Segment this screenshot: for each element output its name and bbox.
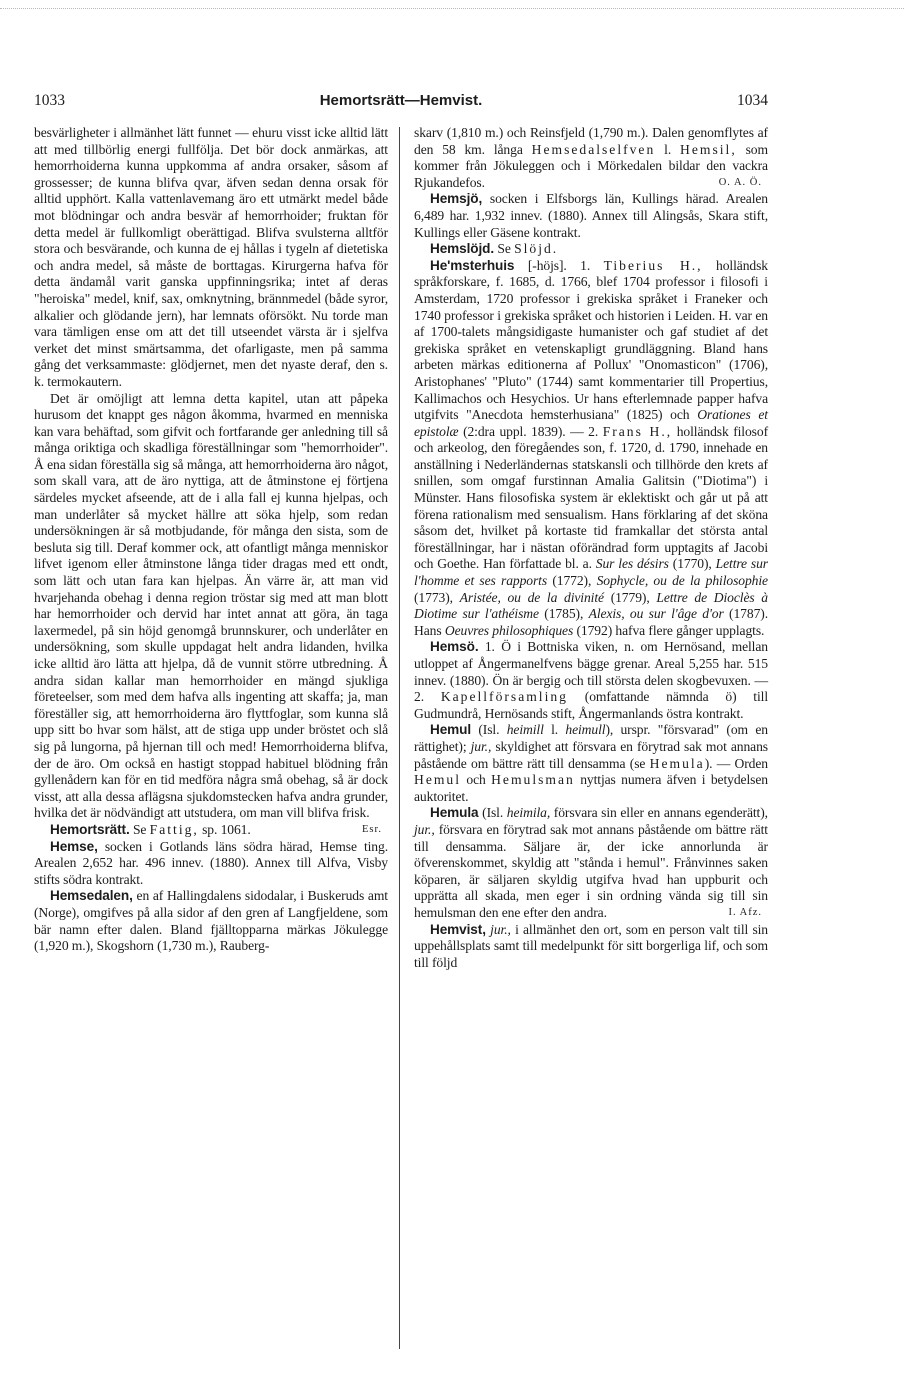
spaced-term: Frans H., <box>602 423 673 439</box>
headword: He'msterhuis <box>430 257 515 273</box>
entry-text: (2:dra uppl. 1839). — 2. <box>463 423 599 439</box>
headword: Hemula <box>430 805 479 821</box>
headword: Hemsedalen, <box>50 888 133 904</box>
entry-text: (1792) hafva flere gånger upplagts. <box>576 622 765 638</box>
headword: Hemvist, <box>430 921 486 937</box>
entry-hemvist <box>414 922 768 972</box>
entry-text: skarv (1,810 m.) och Reinsfjeld (1,790 m.). Dalen genomflytes af den 58 km. långa <box>414 125 768 157</box>
entry-hemso <box>414 639 768 722</box>
italic-term: heimila, <box>506 805 551 821</box>
italic-title: Alexis, ou sur l'âge d'or <box>588 606 724 622</box>
entry-hemortsratt <box>34 822 388 839</box>
spaced-term: Hemsedalselfven <box>531 141 656 157</box>
entry-text: (omfattande nämnda ö) till Gudmundrå, Hernösands stift, Ångermanlands östra kontrakt. <box>414 689 768 721</box>
left-column <box>34 125 388 955</box>
entry-text: (1772), <box>552 573 592 589</box>
italic-title: Orationes et epistolæ <box>414 407 768 439</box>
spaced-term: Hemulsman <box>491 772 575 788</box>
headword: Hemul <box>430 722 472 738</box>
entry-text: holländsk språkforskare, f. 1685, d. 1766, blef 1704 professor i filosofi i Amsterdam, 1720 professor i grekiska språket i Franeker och 1740 professor i grekiska språket och historien i Leiden. H. var en af 1700-talets mångsidigaste humanister och gaf studiet af det grekiska språket en vetenskapligt grundläggning. Bland hans arbeten märkas editionerna af Pollux' "Onomasticon" (1706), Aristophanes' "Pluto" (1744) samt kommentarier till Propertius, Kallimachos och Hesychios. Ur hans efterlemnade papper hafva utgifvits "Anecdota hemsterhusiana" (1825) och <box>414 257 768 423</box>
entry-text: skyldighet att försvara en förytrad sak mot annans påstående om bättre rätt till densamma (se <box>414 738 768 771</box>
headword: Hemse, <box>50 838 98 854</box>
entry-hemse <box>34 839 388 889</box>
entry-text: (1770), <box>672 556 712 572</box>
italic-term: jur., <box>490 921 511 937</box>
scan-edge-rule <box>0 8 904 9</box>
cross-reference: Slöjd. <box>514 241 559 257</box>
headword: Hemortsrätt. <box>50 821 130 837</box>
page-number-right: 1034 <box>737 92 768 109</box>
paragraph-text: Det är omöjligt att lemna detta kapitel, utan att påpeka hurusom det knappt ges någon åkomma, hvarmed en menniska kan vara behäftad, som gifvit och fortfarande ger anledning till så många oriktiga och skadliga föreställningar som "hemorrhoider". Å ena sidan föreställa sig så många, att hemorrhoiderna äro något, som skall vara, att de äro nyttiga, att de åtminstone ej förtjena särdeles mycket afseende, att de i alla fall ej kunna hjelpas, och man underlåter så mycket hällre att söka hjelp, som redan undersökningen är så motbjudande, för många den sista, som de besluta sig till. Deraf kommer ock, att ofantligt många menniskor lifvet igenom eller åtminstone långa tider dragas med ett ondt, som lätt och utan fara kan hjelpas. Än värre är, att man vid hvarjehanda obehag i denna region tröstar sig med att man blott har hemorrhoider och dervid har intet annat att göra, än taga laxermedel, på sin höjd genomgå brunnskurer, och underlåter en undersökning, som skulle uppdagat helt andra lidanden, hvilka icke alltid äro lätta att hjelpa, då de vunnit större utbredning. Å andra sidan kallar man hemorrhoider en mängd sjukliga företeelser, som med dem hafva alls ingenting att skaffa; ja, man föreställer sig, att hemorrhoiderna äro flyttfoglar, som kunna slå upp sitt bo hvar som hälst, att de stiga upp under bröstet och slå sig på lungorna, på hjernan till och med! Hemorrhoiderna blifva, der de äro. Om också en hastigt stoppad habituel blödning från gyllenådern kan för en tid medföra några små obehag, så är dock visst, att alla dessa aflägsna sjukdomstecken hafva andra grunder, hvilka det är nödvändigt att utstudera, om man vill blifva frisk. <box>34 390 388 821</box>
author-signature: O. A. Ö. <box>718 176 762 188</box>
entry-text: (1787). Hans <box>414 606 768 638</box>
spaced-term: Tiberius H., <box>603 257 703 273</box>
headword: Hemsö. <box>430 639 479 655</box>
entry-text: Se <box>132 821 147 837</box>
spaced-term: Hemul <box>414 772 461 788</box>
spaced-term: Hemsil, <box>680 141 737 157</box>
entry-text: ), urspr. "försvarad" (om en rättighet); <box>414 722 768 754</box>
entry-text: försvara sin eller en annans egenderätt), <box>553 805 768 821</box>
column-divider <box>399 127 400 1349</box>
entry-text: en af Hallingdalens sidodalar, i Buskeruds amt (Norge), omgifves på alla sidor af den gren af Langfjeldene, som bär namn efter dalen. Bland fjälltopparna märkas Jökulegge (1,920 m.), Skogshorn (1,730 m.), Rauberg- <box>34 888 388 954</box>
entry-text: l. <box>551 722 559 738</box>
entry-text: (Isl. <box>478 722 500 738</box>
header-title: Hemortsrätt—Hemvist. <box>319 92 483 109</box>
entry-text: 1. Ö i Bottniska viken, n. om Hernösand, mellan utloppet af Ångermanelfvens bägge grenar. Areal 5,255 har. 515 innev. (1880). Ön är bergig och till största delen skogbevuxen. — 2. <box>414 639 768 705</box>
entry-text: nyttjas numera äfven i betydelsen auktoritet. <box>414 772 768 804</box>
entry-text: socken i Gotlands läns södra härad, Hemse ting. Arealen 2,652 har. 496 innev. (1880). Annex till Alfva, Visby stifts södra kontrakt. <box>34 838 388 887</box>
entry-text: ). — Orden <box>704 755 768 771</box>
entry-text: (Isl. <box>482 805 504 821</box>
entry-text: socken i Elfsborgs län, Kullings härad. Arealen 6,489 har. 1,932 innev. (1880). Annex till Alingsås, Skara stift, Kullings eller Gäsene kontrakt. <box>414 191 768 240</box>
entry-hemula <box>414 805 768 921</box>
entry-text: [-höjs]. 1. <box>527 257 591 273</box>
italic-term: jur., <box>470 738 492 754</box>
entry-text: i allmänhet den ort, som en person valt till sin uppehållsplats samt till medelpunkt för sitt borgerliga lif, och som till följd <box>414 921 769 970</box>
cross-reference: Fattig, <box>149 821 199 837</box>
italic-title: Sur les désirs <box>595 556 669 572</box>
entry-text: Se <box>497 241 511 257</box>
entry-text: försvara en förytrad sak mot annans påstående om bättre rätt till densamma. Säljare är, der icke annorlunda är öfverenskommet, skyldig att "stånda i hemul". Frånvinnes saken köparen, är säljaren skyldig utgifva hvad han uppburit och upprätta all skada, men eger i sin ordning vända sig till sin hemulsman den ene efter den andra. <box>414 821 768 920</box>
headword: Hemslöjd. <box>430 241 495 257</box>
entry-text: (1779), <box>610 589 650 605</box>
running-header <box>34 92 768 114</box>
italic-title: Sophycle, ou de la philosophie <box>596 573 768 589</box>
entry-hemul <box>414 722 768 805</box>
paragraph: besvärligheter i allmänhet lätt funnet — ehuru visst icke alltid lätt att med tillbörlig energi fullfölja. Det bör dock anmärkas, att hemorrhoiderna kunna uppkomma af andra orsaker, såsom af grossesser; de kunna blifva qvar, äfven sedan denna orsak för alltid upphört. Kalla vattenlavemang äro ett utmärkt medel både mot blödningar och andra besvär af hemorrhoider; fruktan för detta medel är fullkomligt oberättigad. Blifva svulsterna alltför stora och besvärande, och kunna de ej hållas i tygeln af dietetiska och andra medel, så måste de borttagas. Kirurgerna hafva för detta ändamål varit ganska uppfinningsrika; intet af deras "heroiska" medel, knif, sax, omknytning, brännmedel (både syror, alkalier och glödande jern), har lemnats oförsökt. Nu torde man vara tämligen ense om att det till utseendet värsta är i sjelfva verket det minst smärtsamma, det ofarligaste, men på samma gång det verksammaste: glödjernet, men det nyaste deraf, den s. k. termokautern. <box>34 125 388 389</box>
author-signature: Esr. <box>361 823 382 835</box>
right-column <box>414 125 768 971</box>
author-signature: I. Afz. <box>728 906 762 918</box>
entry-text: sp. 1061. <box>202 821 251 837</box>
italic-term: jur., <box>414 821 435 837</box>
page-number-left: 1033 <box>34 92 65 109</box>
entry-hemsedalen-continued <box>414 125 768 191</box>
italic-title: Lettre sur l'homme et ses rapports <box>414 556 768 589</box>
entry-hemsterhuis <box>414 258 768 640</box>
spaced-term: Kapellförsamling <box>440 689 568 705</box>
entry-text: (1785), <box>544 606 584 622</box>
italic-term: heimill <box>506 722 544 738</box>
italic-title: Aristée, ou de la divinité <box>459 589 604 605</box>
italic-term: heimull <box>565 722 606 738</box>
headword: Hemsjö, <box>430 191 483 207</box>
entry-hemsjo <box>414 191 768 241</box>
entry-text: som kommer från Jökuleggen och i Mörkedalen bildar den vackra Rjukandefos. <box>414 141 768 190</box>
entry-hemsedalen <box>34 888 388 954</box>
entry-text: (1773), <box>414 589 453 605</box>
entry-hemslojd <box>414 241 768 258</box>
entry-text: l. <box>664 141 672 157</box>
entry-text: holländsk filosof och arkeolog, den föregåendes son, f. 1720, d. 1790, innehade en anställning i Nederländernas statskansli och tillhörde den krets af snillen, som omgaf furstinnan Amalia Galitsin ("Diotima") i Münster. Hans filosofiska system är eklektiskt och går ut på att förena rationalism med sensualism. Hans förklaring af det sköna såsom det, hvilket på kortaste tid framkallar det största antal föreställningar, har i nästan oförändrad form upptagits af Jacobi och Goethe. Han författade bl. a. <box>414 423 768 572</box>
italic-title: Lettre de Dioclès à Diotime sur l'athéisme <box>414 589 768 622</box>
entry-text: och <box>466 772 486 788</box>
italic-title: Oeuvres philosophiques <box>444 622 574 638</box>
cross-reference: Hemula <box>649 755 705 771</box>
